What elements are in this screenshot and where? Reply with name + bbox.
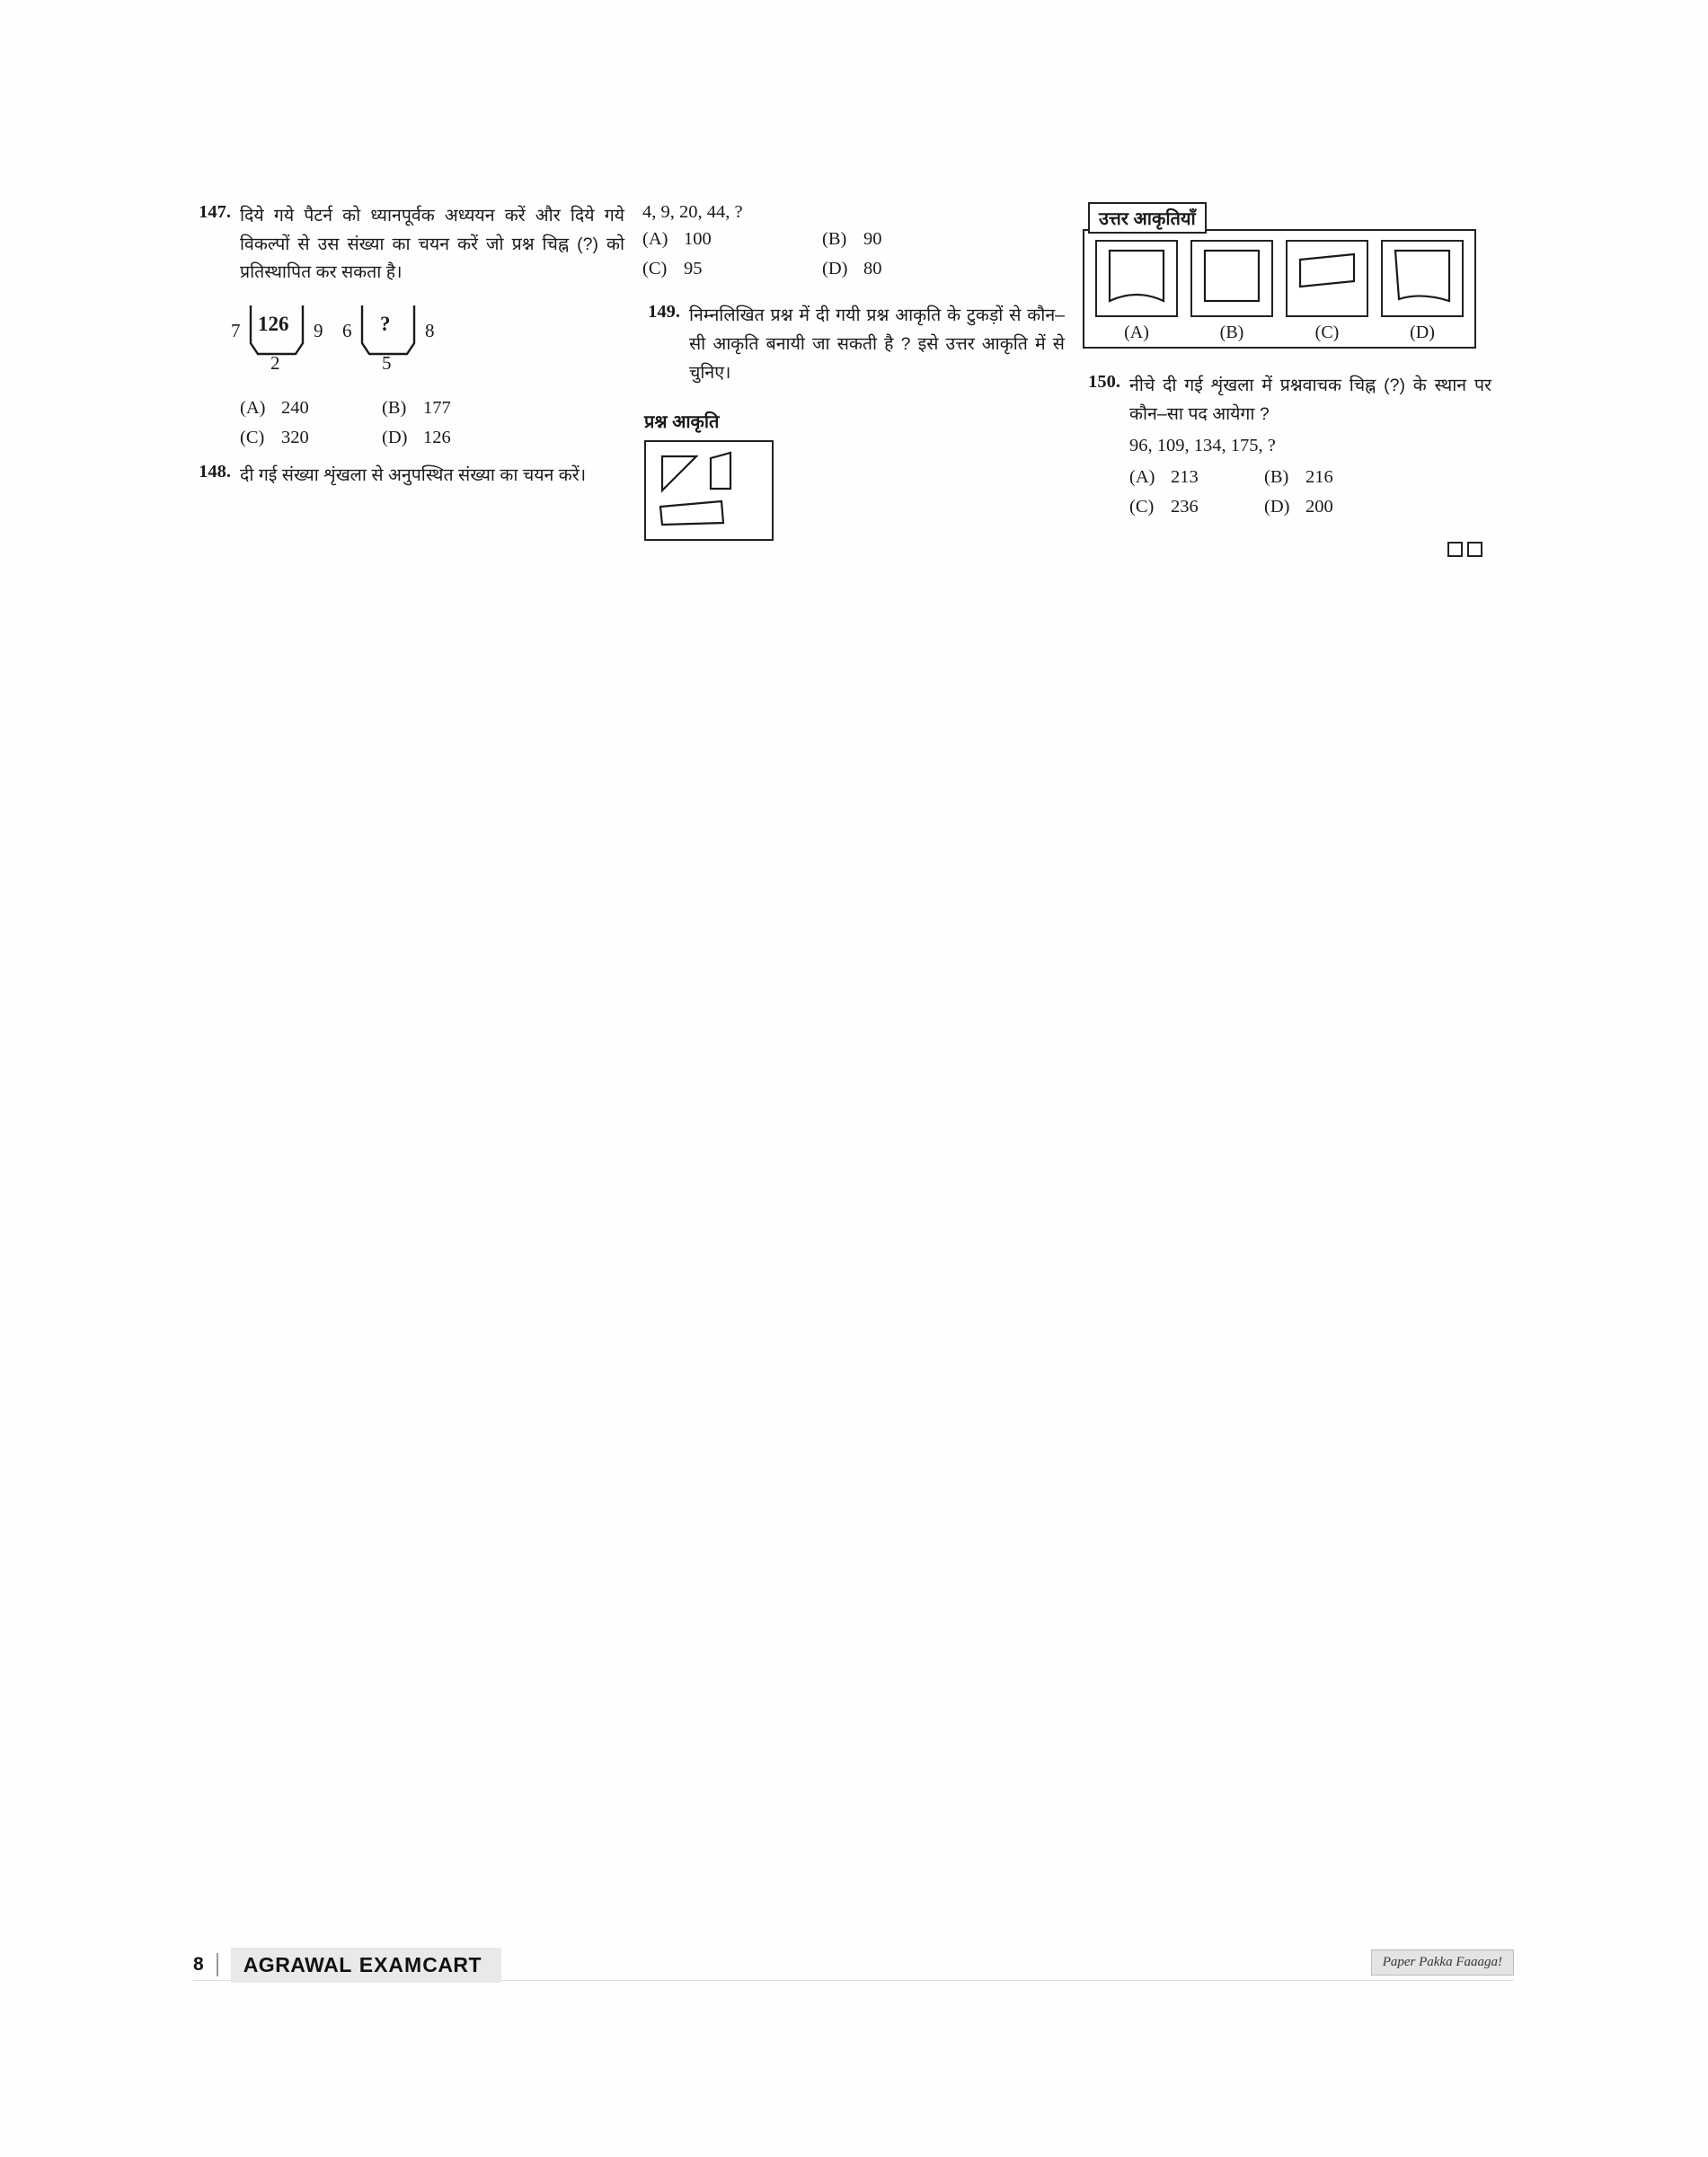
question-150 [1083, 372, 1491, 567]
answer-figure-box [1190, 240, 1273, 317]
option-d[interactable] [1264, 492, 1333, 522]
answer-figure-b[interactable] [1190, 240, 1273, 343]
shape-b-icon [1194, 242, 1270, 312]
option-value: 95 [684, 259, 703, 279]
option-b[interactable] [382, 393, 451, 423]
option-a[interactable] [240, 393, 382, 423]
column-middle [642, 202, 1083, 541]
option-d[interactable] [382, 423, 451, 453]
option-value: 320 [281, 427, 309, 447]
option-label: (A) [642, 229, 668, 249]
footer-tagline: Paper Pakka Faaaga! [1371, 1949, 1514, 1976]
question-text: दिये गये पैटर्न को ध्यानपूर्वक अध्ययन करें और दिये गये विकल्पों से उस संख्या का चयन करें जो प्रश्न चिह्न (?) को प्रतिस्थापित कर सकता है। [240, 206, 624, 283]
question-body [240, 462, 624, 491]
shape-c-icon [1289, 242, 1365, 312]
option-row [1129, 463, 1491, 492]
answer-figure-box [1381, 240, 1464, 317]
question-150-options [1129, 463, 1491, 522]
answer-figures-panel [1083, 229, 1476, 349]
option-row [1129, 492, 1491, 522]
option-c[interactable] [240, 423, 382, 453]
option-row [240, 423, 624, 453]
option-value: 90 [863, 229, 882, 249]
footer-separator [217, 1953, 218, 1976]
question-147-figure [231, 296, 518, 386]
column-left [193, 202, 642, 496]
question-text: दी गई संख्या शृंखला से अनुपस्थित संख्या का चयन करें। [240, 465, 587, 486]
option-row [642, 254, 1065, 284]
puzzle-pieces-icon [646, 442, 768, 535]
column-right [1083, 202, 1491, 572]
option-c[interactable] [642, 254, 822, 284]
option-a[interactable] [1129, 463, 1264, 492]
option-d[interactable] [822, 254, 882, 284]
option-label: (C) [1129, 497, 1155, 517]
option-value: 100 [684, 229, 712, 249]
figure-value-left-2: 6 [342, 319, 352, 341]
question-number: 148. [199, 462, 231, 482]
answer-figure-box [1095, 240, 1178, 317]
section-end-marker [1129, 538, 1491, 567]
shape-d-icon [1385, 242, 1460, 312]
end-square-2 [1467, 542, 1482, 557]
question-body [1129, 372, 1491, 567]
question-149 [642, 302, 1065, 387]
figure-value-right-2: 8 [425, 319, 435, 341]
option-label: (A) [240, 397, 266, 418]
answer-figure-d[interactable] [1381, 240, 1464, 343]
figure-value-top-1: 126 [258, 312, 289, 335]
brand-logo [231, 1948, 501, 1983]
question-figure-box [644, 440, 774, 541]
question-number: 147. [199, 202, 231, 222]
option-a[interactable] [642, 225, 822, 254]
option-value: 213 [1171, 466, 1199, 487]
option-value: 240 [281, 397, 309, 418]
brand-name-tertiary: CART [422, 1952, 482, 1976]
answer-figures-row [1095, 240, 1464, 343]
footer-brand-bar [193, 1948, 501, 1982]
question-148-series: 4, 9, 20, 44, ? [642, 202, 743, 222]
question-148-options [642, 225, 1065, 284]
page-footer [193, 1948, 1514, 1984]
option-value: 126 [423, 427, 451, 447]
question-147-options [240, 393, 624, 453]
option-value: 200 [1305, 497, 1333, 517]
option-label: (A) [1129, 466, 1155, 487]
question-number: 150. [1088, 372, 1120, 392]
option-row [240, 393, 624, 423]
question-body [240, 202, 624, 287]
question-number: 149. [648, 302, 680, 323]
option-label: (B) [382, 397, 407, 418]
brand-name-primary: AGRAWAL [243, 1952, 352, 1976]
question-147 [193, 202, 624, 287]
option-label: (D) [382, 427, 408, 447]
option-row [642, 225, 1065, 254]
answer-figure-box [1286, 240, 1368, 317]
option-label: (D) [1264, 497, 1290, 517]
question-figure-label: प्रश्न आकृति [644, 412, 720, 433]
option-b[interactable] [822, 225, 882, 254]
answer-figures-label: उत्तर आकृतियाँ [1088, 202, 1207, 234]
figure-value-bottom-2: 5 [382, 351, 392, 374]
answer-figure-caption: (B) [1219, 323, 1244, 342]
option-label: (D) [822, 259, 848, 279]
option-value: 177 [423, 397, 451, 418]
option-value: 80 [863, 259, 882, 279]
question-text: नीचे दी गई शृंखला में प्रश्नवाचक चिह्न (?) के स्थान पर कौन–सा पद आयेगा ? [1129, 376, 1491, 424]
answer-figure-caption: (A) [1124, 323, 1149, 342]
answer-figure-c[interactable] [1286, 240, 1368, 343]
page-content [193, 202, 1509, 572]
option-label: (C) [642, 259, 668, 279]
question-figure-group [644, 409, 1065, 541]
brand-name-secondary: EXAM [358, 1952, 423, 1976]
option-label: (B) [822, 229, 847, 249]
answer-figure-caption: (D) [1410, 323, 1435, 342]
option-value: 236 [1171, 497, 1199, 517]
figure-value-right-1: 9 [314, 319, 323, 341]
question-body [689, 302, 1065, 387]
question-text: निम्नलिखित प्रश्न में दी गयी प्रश्न आकृति के टुकड़ों से कौन–सी आकृति बनायी जा सकती है ? इसे उत्तर आकृति में से चुनिए। [689, 305, 1065, 383]
answer-figure-a[interactable] [1095, 240, 1178, 343]
answer-figure-caption: (C) [1314, 323, 1340, 342]
option-label: (B) [1264, 466, 1289, 487]
three-column-layout [193, 202, 1509, 572]
option-b[interactable] [1264, 463, 1333, 492]
option-label: (C) [240, 427, 265, 447]
figure-value-bottom-1: 2 [270, 351, 280, 374]
page-number: 8 [193, 1954, 204, 1975]
option-value: 216 [1305, 466, 1333, 487]
end-square-1 [1447, 542, 1463, 557]
figure-value-top-2: ? [380, 312, 391, 335]
shape-a-icon [1099, 242, 1174, 312]
answer-figures-group [1083, 202, 1491, 349]
question-148 [193, 462, 624, 491]
question-150-series: 96, 109, 134, 175, ? [1129, 436, 1276, 456]
figure-value-left-1: 7 [231, 319, 241, 341]
option-c[interactable] [1129, 492, 1264, 522]
